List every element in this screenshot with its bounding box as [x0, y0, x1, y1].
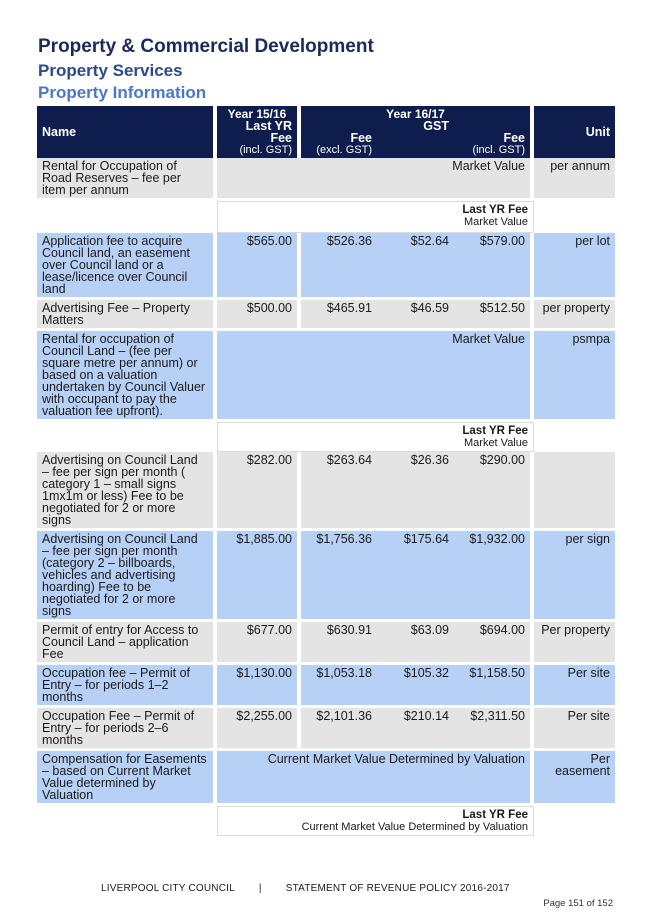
col-header-fee-excl-sub: (excl. GST) [316, 144, 372, 156]
fee-span-value: Market Value [217, 158, 534, 201]
footer-org: LIVERPOOL CITY COUNCIL [101, 883, 235, 894]
col-header-last-yr-sub: (incl. GST) [239, 144, 292, 156]
fee-incl-gst: $1,932.00 [454, 531, 534, 622]
fee-name: Rental for Occupation of Road Reserves – fee per item per annum [37, 158, 217, 201]
fee-excl-gst: $1,756.36 [297, 531, 377, 622]
fee-name: Advertising Fee – Property Matters [37, 300, 217, 331]
last-yr-label: Last YR Fee [462, 425, 528, 437]
col-header-fee-excl-label: Fee [350, 131, 372, 145]
col-header-year-prev: Year 15/16 [227, 107, 287, 121]
fee-span-value: Market Value [217, 331, 534, 422]
fee-gst: $52.64 [377, 233, 454, 300]
fee-last-yr: $500.00 [217, 300, 297, 331]
last-yr-box [217, 201, 534, 233]
table-row [37, 622, 615, 665]
last-yr-row [37, 806, 615, 836]
fee-name: Occupation Fee – Permit of Entry – for periods 2–6 months [37, 708, 217, 751]
fee-name: Advertising on Council Land – fee per sign per month ( category 1 – small signs 1mx1m or less) Fee to be negotiated for 2 or more signs [37, 452, 217, 531]
fee-incl-gst: $579.00 [454, 233, 534, 300]
table-row [37, 300, 615, 331]
fee-unit: per annum [534, 158, 615, 201]
fee-gst: $105.32 [377, 665, 454, 708]
fee-unit: per property [534, 300, 615, 331]
fee-unit: Per easement [534, 751, 615, 806]
col-header-last-yr [217, 106, 297, 158]
fee-excl-gst: $630.91 [297, 622, 377, 665]
fee-last-yr: $282.00 [217, 452, 297, 531]
fee-excl-gst: $465.91 [297, 300, 377, 331]
fee-unit: Per site [534, 708, 615, 751]
fee-incl-gst: $1,158.50 [454, 665, 534, 708]
col-header-name: Name [37, 106, 217, 158]
fee-gst: $175.64 [377, 531, 454, 622]
page-subtitle: Property Services [38, 61, 183, 80]
fee-last-yr: $2,255.00 [217, 708, 297, 751]
last-yr-value: Market Value [464, 216, 528, 228]
last-yr-box [217, 806, 534, 836]
last-yr-row [37, 422, 615, 452]
fees-table [37, 106, 615, 836]
col-header-fee-excl [297, 106, 377, 158]
fee-gst: $63.09 [377, 622, 454, 665]
fee-incl-gst: $512.50 [454, 300, 534, 331]
table-row [37, 158, 615, 201]
fee-gst: $46.59 [377, 300, 454, 331]
col-header-fee-incl [454, 106, 534, 158]
page-number: Page 151 of 152 [543, 898, 613, 909]
fee-unit: Per site [534, 665, 615, 708]
fee-gst: $210.14 [377, 708, 454, 751]
fee-span-value: Current Market Value Determined by Valuation [217, 751, 534, 806]
fee-name: Rental for occupation of Council Land – (fee per square metre per annum) or based on a valuation undertaken by Council Valuer with occupant to pay the valuation fee upfront). [37, 331, 217, 422]
col-header-last-yr-label: Last YR Fee [245, 119, 292, 145]
fee-name: Application fee to acquire Council land, an easement over Council land or a lease/licence over Council land [37, 233, 217, 300]
fee-name: Occupation fee – Permit of Entry – for periods 1–2 months [37, 665, 217, 708]
section-title: Property Information [38, 83, 207, 102]
fee-last-yr: $677.00 [217, 622, 297, 665]
last-yr-box [217, 422, 534, 452]
fee-name: Advertising on Council Land – fee per sign per month (category 2 – billboards, vehicles and advertising hoarding) Fee to be negotiated for 2 or more signs [37, 531, 217, 622]
page-title: Property & Commercial Development [38, 36, 374, 57]
col-header-fee-incl-sub: (incl. GST) [472, 144, 525, 156]
fee-last-yr: $1,130.00 [217, 665, 297, 708]
fee-unit: per sign [534, 531, 615, 622]
fee-excl-gst: $2,101.36 [297, 708, 377, 751]
fee-last-yr: $1,885.00 [217, 531, 297, 622]
col-header-fee-incl-label: Fee [503, 131, 525, 145]
page-footer [101, 883, 510, 894]
last-yr-value: Current Market Value Determined by Valuation [301, 821, 528, 833]
fee-gst: $26.36 [377, 452, 454, 531]
col-header-year-curr: Year 16/17 [386, 107, 445, 121]
table-row [37, 708, 615, 751]
col-header-unit: Unit [534, 106, 615, 158]
fee-last-yr: $565.00 [217, 233, 297, 300]
last-yr-value: Market Value [464, 437, 528, 449]
fee-incl-gst: $2,311.50 [454, 708, 534, 751]
col-header-gst [377, 106, 454, 158]
footer-separator: | [258, 883, 262, 894]
fee-excl-gst: $526.36 [297, 233, 377, 300]
table-row [37, 331, 615, 422]
last-yr-label: Last YR Fee [462, 809, 528, 821]
table-row [37, 233, 615, 300]
last-yr-row [37, 201, 615, 233]
fee-unit: Per property [534, 622, 615, 665]
table-header-row [37, 106, 615, 158]
fee-excl-gst: $263.64 [297, 452, 377, 531]
table-row [37, 665, 615, 708]
fee-incl-gst: $290.00 [454, 452, 534, 531]
fee-unit [534, 452, 615, 531]
col-header-gst-label: GST [423, 119, 449, 133]
footer-doc-title: STATEMENT OF REVENUE POLICY 2016-2017 [285, 883, 510, 894]
fee-unit: per lot [534, 233, 615, 300]
table-row [37, 531, 615, 622]
fee-incl-gst: $694.00 [454, 622, 534, 665]
fee-excl-gst: $1,053.18 [297, 665, 377, 708]
fee-name: Compensation for Easements – based on Current Market Value determined by Valuation [37, 751, 217, 806]
fee-unit: psmpa [534, 331, 615, 422]
fee-name: Permit of entry for Access to Council Land – application Fee [37, 622, 217, 665]
last-yr-label: Last YR Fee [462, 204, 528, 216]
table-row [37, 452, 615, 531]
table-row [37, 751, 615, 806]
